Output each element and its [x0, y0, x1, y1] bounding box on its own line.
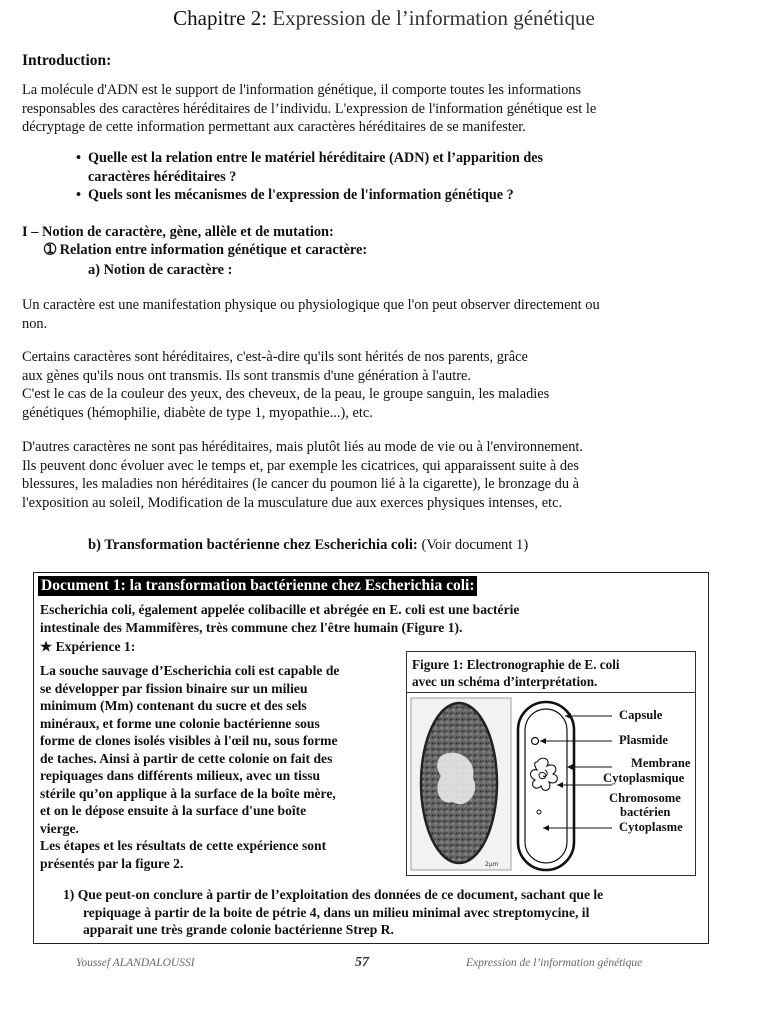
text-line: Quels sont les mécanismes de l'expression de l'information génétique ?	[88, 187, 514, 203]
paragraph-1	[22, 296, 600, 333]
intro-questions	[76, 149, 543, 205]
label-capsule: Capsule	[619, 708, 663, 722]
text-line: Ils peuvent donc évoluer avec le temps et, par exemple les cicatrices, qui apparaissent suite à des	[22, 457, 580, 474]
intro-heading: Introduction:	[22, 52, 112, 69]
question-item	[76, 149, 543, 186]
text-line: apparait une très grande colonie bactérienne Strep R.	[83, 922, 394, 937]
text-line: Figure 1: Electronographie de E. coli	[412, 657, 620, 672]
label-cytoplasme: Cytoplasme	[619, 820, 683, 834]
text-line: La souche sauvage d’Escherichia coli est capable de	[40, 663, 340, 678]
text-line: décryptage de cette information permettant aux caractères héréditaires de se manifester.	[22, 119, 526, 135]
text-line: Quelle est la relation entre le matériel héréditaire (ADN) et l’apparition des	[88, 150, 544, 166]
text-line: vierge.	[40, 820, 79, 836]
text-line: minimum (Mm) contenant du sucre et des sels	[40, 698, 307, 713]
sub-heading-b	[88, 537, 528, 554]
document-reference: (Voir document 1)	[421, 537, 529, 553]
text-line: intestinale des Mammifères, très commune chez l'être humain (Figure 1).	[40, 619, 463, 635]
text-line: responsables des caractères héréditaires de l’individu. L'expression de l'information génétique est le	[22, 100, 597, 117]
text-line: forme de clones isolés visibles à l'œil nu, sous forme	[40, 733, 338, 748]
schematic-plasmid	[532, 738, 539, 745]
document-title: Document 1: la transformation bactérienne chez Escherichia coli:	[38, 576, 477, 596]
text-line: blessures, les maladies non héréditaires (le cancer du poumon lié à la cigarette), le bronzage du à	[22, 476, 580, 492]
text-line: génétiques (hémophilie, diabète de type 1, myopathie...), etc.	[22, 404, 373, 421]
text-line: Un caractère est une manifestation physique ou physiologique que l'on peut observer directement ou	[22, 297, 600, 313]
text-line: se développer par fission binaire sur un milieu	[40, 680, 308, 696]
text-line: C'est le cas de la couleur des yeux, des cheveux, de la peau, le groupe sanguin, les maladies	[22, 386, 550, 402]
label-membrane: Membrane	[631, 756, 691, 770]
experience-text	[40, 662, 339, 872]
document-1-box	[33, 572, 709, 944]
text-line: caractères héréditaires ?	[88, 168, 237, 185]
scale-bar-label: 2μm	[485, 861, 499, 868]
label-plasmide: Plasmide	[619, 733, 668, 747]
chapter-label: Chapitre 2:	[173, 6, 268, 30]
page-title	[0, 6, 768, 31]
text-line: La molécule d'ADN est le support de l'information génétique, il comporte toutes les informations	[22, 82, 582, 98]
document-intro	[40, 601, 519, 636]
paragraph-2	[22, 348, 549, 422]
text-line: D'autres caractères ne sont pas héréditaires, mais plutôt liés au mode de vie ou à l'environnement.	[22, 439, 584, 455]
text-line: repiquage à partir de la boite de pétrie 4, dans un milieu minimal avec streptomycine, il	[83, 904, 590, 920]
document-question	[63, 886, 603, 939]
text-line: Certains caractères sont héréditaires, c'est-à-dire qu'ils sont hérités de nos parents, grâce	[22, 349, 528, 365]
footer-topic: Expression de l’information génétique	[466, 957, 643, 969]
text-line: l'exposition au soleil, Modification de la musculature due aux exerces physiques intenses, etc.	[22, 494, 563, 511]
chapter-title: Expression de l’information génétique	[272, 6, 595, 30]
footer-page-number: 57	[355, 955, 369, 970]
question-item	[76, 186, 543, 205]
footer-author: Youssef ALANDALOUSSI	[76, 957, 195, 969]
bullet: •	[76, 150, 81, 166]
text-line: de taches. Ainsi à partir de cette colonie on fait des	[40, 750, 333, 766]
experience-label: ★ Expérience 1:	[40, 639, 136, 654]
sub-heading: ➀ Relation entre information génétique et caractère:	[44, 242, 368, 258]
paragraph-3	[22, 438, 583, 512]
text-line: 1) Que peut-on conclure à partir de l’exploitation des données de ce document, sachant que le	[63, 887, 604, 902]
section-heading: I – Notion de caractère, gène, allèle et de mutation:	[22, 224, 334, 240]
label-cytoplasmique: Cytoplasmique	[603, 771, 685, 785]
text-line: avec un schéma d’interprétation.	[412, 674, 598, 689]
text-line: aux gènes qu'ils nous ont transmis. Ils sont transmis d'une génération à l'autre.	[22, 367, 472, 384]
label-bacterien: bactérien	[620, 805, 671, 819]
figure-1	[406, 651, 696, 876]
text-line: repiquages dans différents milieux, avec un tissu	[40, 768, 321, 783]
bullet: •	[76, 187, 81, 203]
sub-heading-b-label: b) Transformation bactérienne chez Escherichia coli:	[88, 537, 418, 553]
sub-heading-a: a) Notion de caractère :	[88, 262, 233, 278]
label-chromosome: Chromosome	[609, 791, 681, 805]
intro-paragraph	[22, 81, 596, 137]
text-line: Les étapes et les résultats de cette expérience sont	[40, 838, 327, 853]
text-line: présentés par la figure 2.	[40, 855, 184, 871]
text-line: non.	[22, 315, 48, 332]
text-line: stérile qu’on applique à la surface de la boîte mère,	[40, 785, 336, 801]
text-line: Escherichia coli, également appelée colibacille et abrégée en E. coli est une bactérie	[40, 602, 520, 617]
text-line: minéraux, et forme une colonie bactérienne sous	[40, 715, 320, 731]
text-line: et on le dépose ensuite à la surface d'une boîte	[40, 803, 307, 818]
